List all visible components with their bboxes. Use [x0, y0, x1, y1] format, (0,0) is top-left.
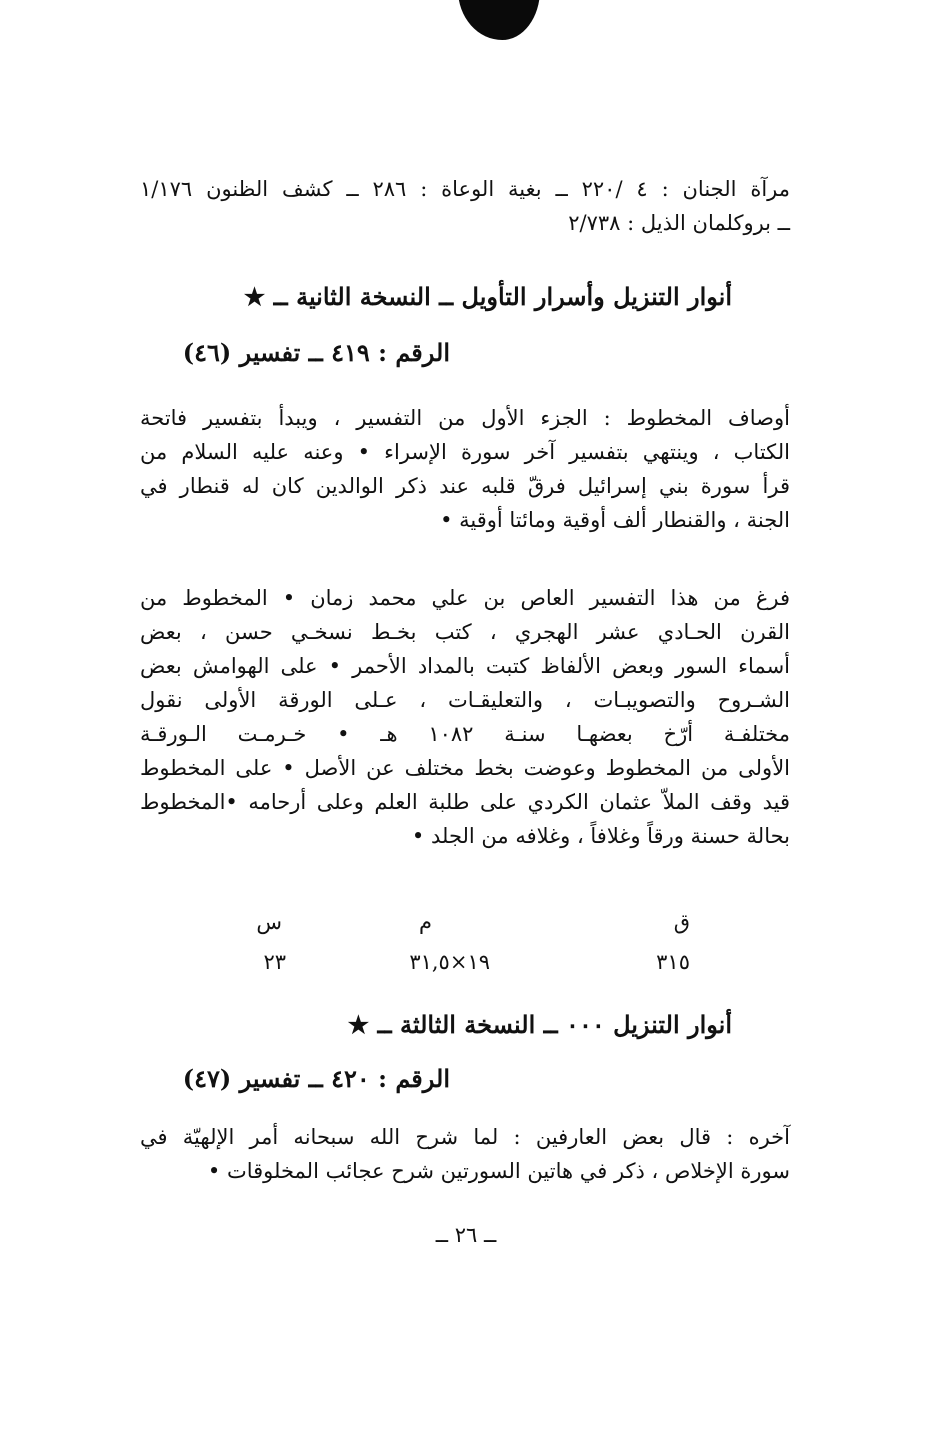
description-line: الكتاب ، وينتهي بتفسير آخر سورة الإسراء • وعنه عليه السلام من — [140, 440, 790, 464]
notes-line: فرغ من هذا التفسير العاص بن علي محمد زمان • المخطوط من — [140, 586, 790, 610]
notes-line: مختلفـة أرّخ بعضهـا سنـة ١٠٨٢ هـ • خـرمـت الـورقـة — [140, 722, 790, 746]
measure-m-value: ١٩×٣١,٥ — [409, 950, 490, 974]
references-line-2: ــ بروكلمان الذيل : ٢/٧٣٨ — [568, 211, 790, 235]
measure-s-label: س — [256, 910, 282, 934]
notes-line: قيد وقف الملاّ عثمان الكردي على طلبة العلم وعلى أرحامه •المخطوط — [140, 790, 790, 814]
references-block — [140, 172, 790, 240]
notes-line: أسماء السور وبعض الألفاظ كتبت بالمداد الأحمر • على الهوامش بعض — [140, 654, 790, 678]
measure-q-label: ق — [673, 910, 690, 934]
page-number: ــ ٢٦ ــ — [435, 1223, 497, 1247]
entry-2-line: آخره : قال بعض العارفين : لما شرح الله سبحانه أمر الإلهيّة في — [140, 1125, 790, 1149]
notes-line: القرن الحـادي عشر الهجري ، كتب بخـط نسخـي حسن ، بعض — [140, 620, 790, 644]
notes-line: الشـروح والتصويبـات ، والتعليقـات ، عـلى الورقة الأولى نقول — [140, 688, 790, 712]
entry-1-description — [140, 401, 790, 537]
measure-s-value: ٢٣ — [263, 950, 286, 974]
entry-2-heading: أنوار التنزيل ٠٠٠ ــ النسخة الثالثة ــ ★ — [347, 1010, 732, 1039]
notes-line: بحالة حسنة ورقاً وغلافاً ، وغلافه من الجلد • — [411, 824, 790, 848]
notes-line: الأولى من المخطوط وعوضت بخط مختلف عن الأصل • على المخطوط — [140, 756, 790, 780]
references-line-1: مرآة الجنان : ٤ /٢٢٠ ــ بغية الوعاة : ٢٨٦ ــ كشف الظنون ١/١٧٦ — [140, 177, 790, 201]
measure-m-label: م — [418, 910, 432, 934]
entry-2-line: سورة الإخلاص ، ذكر في هاتين السورتين شرح عجائب المخلوقات • — [207, 1159, 790, 1183]
entry-1-notes — [140, 581, 790, 853]
ink-blot — [458, 0, 540, 40]
entry-1-heading: أنوار التنزيل وأسرار التأويل ــ النسخة الثانية ــ ★ — [243, 282, 732, 311]
entry-2-number: الرقم : ٤٢٠ ــ تفسير (٤٧) — [182, 1064, 450, 1093]
entry-2-text — [140, 1120, 790, 1188]
entry-1-number: الرقم : ٤١٩ ــ تفسير (٤٦) — [182, 338, 450, 367]
measure-q-value: ٣١٥ — [656, 950, 690, 974]
description-line: الجنة ، والقنطار ألف أوقية ومائتا أوقية • — [440, 508, 790, 532]
description-line: قرأ سورة بني إسرائيل فرقّ قلبه عند ذكر الوالدين كان له قنطار في — [140, 474, 790, 498]
description-line: أوصاف المخطوط : الجزء الأول من التفسير ، ويبدأ بتفسير فاتحة — [140, 406, 790, 430]
